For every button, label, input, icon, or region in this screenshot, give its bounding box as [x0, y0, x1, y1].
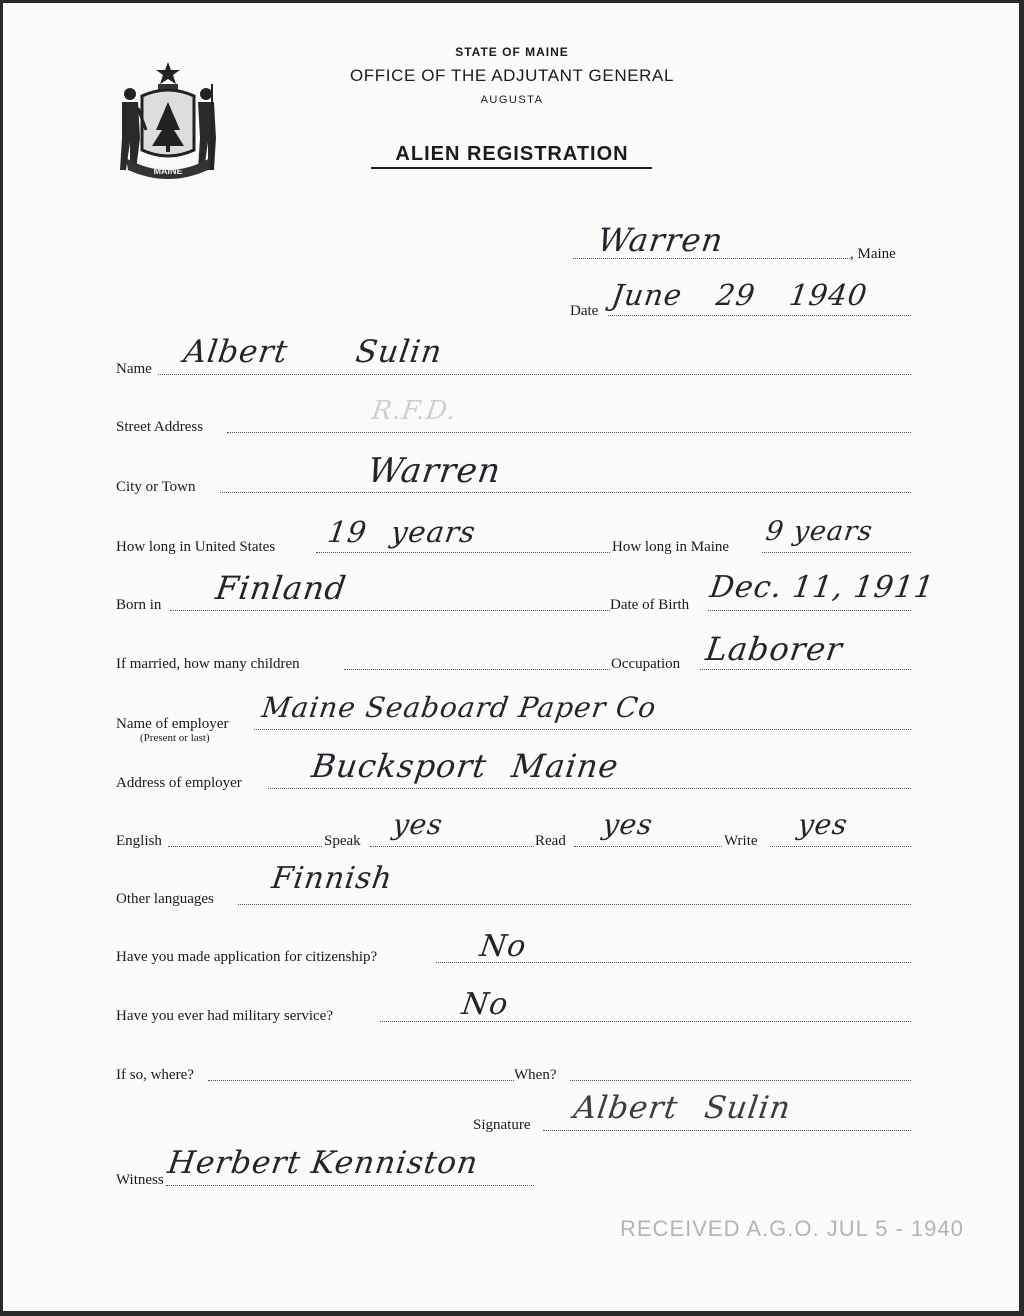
- english-line: [168, 846, 322, 847]
- speak-value: yes: [390, 808, 446, 841]
- military-value: No: [459, 987, 511, 1022]
- seal-ribbon-text: MAINE: [153, 166, 183, 176]
- city-heading: AUGUSTA: [480, 94, 544, 106]
- born-value: Finland: [213, 569, 350, 607]
- speak-line: [370, 846, 534, 847]
- where-line: [208, 1080, 514, 1081]
- witness-label: Witness: [116, 1172, 164, 1188]
- name-label: Name: [116, 361, 152, 377]
- write-value: yes: [795, 808, 851, 841]
- place-suffix: , Maine: [850, 246, 896, 262]
- write-line: [770, 846, 911, 847]
- us-years-value: 19 years: [325, 515, 479, 549]
- children-line: [344, 669, 610, 670]
- dob-line: [708, 610, 911, 611]
- title-underline: [371, 167, 652, 169]
- office-heading: OFFICE OF THE ADJUTANT GENERAL: [349, 66, 675, 85]
- citizenship-label: Have you made application for citizenship?: [116, 949, 378, 965]
- other-languages-label: Other languages: [116, 891, 214, 907]
- us-years-label: How long in United States: [116, 539, 276, 555]
- write-label: Write: [724, 833, 758, 849]
- read-value: yes: [600, 808, 656, 841]
- speak-label: Speak: [324, 833, 361, 849]
- maine-years-label: How long in Maine: [612, 539, 730, 555]
- employer-sublabel: (Present or last): [140, 732, 210, 744]
- employer-label: Name of employer: [116, 716, 229, 732]
- born-line: [170, 610, 610, 611]
- occupation-value: Laborer: [703, 630, 846, 668]
- citizenship-value: No: [477, 929, 529, 964]
- employer-address-label: Address of employer: [116, 775, 242, 791]
- city-value: Warren: [365, 451, 504, 491]
- employer-value: Maine Seaboard Paper Co: [259, 691, 659, 724]
- us-years-line: [316, 552, 610, 553]
- street-value: R.F.D.: [369, 396, 459, 426]
- read-line: [574, 846, 722, 847]
- english-label: English: [116, 833, 162, 849]
- name-first: Albert: [181, 334, 291, 370]
- when-line: [570, 1080, 911, 1081]
- employer-address-line: [268, 788, 911, 789]
- employer-line: [254, 729, 911, 730]
- military-label: Have you ever had military service?: [116, 1008, 333, 1024]
- date-value: June 29 1940: [609, 278, 870, 312]
- received-stamp: RECEIVED A.G.O. JUL 5 - 1940: [620, 1216, 964, 1241]
- signature-label: Signature: [473, 1117, 531, 1133]
- when-label: When?: [514, 1067, 557, 1083]
- maine-years-value: 9 years: [763, 516, 876, 547]
- occupation-label: Occupation: [611, 656, 681, 672]
- born-label: Born in: [116, 597, 162, 613]
- read-label: Read: [535, 833, 566, 849]
- other-languages-line: [238, 904, 911, 905]
- witness-value: Herbert Kenniston: [165, 1145, 481, 1181]
- name-last: Sulin: [353, 334, 445, 370]
- signature-value: Albert Sulin: [571, 1090, 794, 1126]
- signature-line: [543, 1130, 911, 1131]
- name-line: [158, 374, 911, 375]
- children-label: If married, how many children: [116, 656, 300, 672]
- where-label: If so, where?: [116, 1067, 194, 1083]
- place-value: Warren: [595, 221, 726, 259]
- street-line: [227, 432, 911, 433]
- form-title: ALIEN REGISTRATION: [395, 143, 629, 165]
- street-label: Street Address: [116, 419, 204, 435]
- city-label: City or Town: [116, 479, 196, 495]
- occupation-line: [700, 669, 911, 670]
- other-languages-value: Finnish: [269, 861, 395, 896]
- dob-label: Date of Birth: [610, 597, 690, 613]
- maine-years-line: [762, 552, 911, 553]
- dob-value: Dec. 11, 1911: [707, 570, 937, 605]
- date-line: [608, 315, 911, 316]
- employer-address-value: Bucksport Maine: [309, 747, 622, 785]
- city-line: [220, 492, 911, 493]
- date-label: Date: [570, 303, 599, 319]
- state-heading: STATE OF MAINE: [455, 45, 569, 59]
- witness-line: [166, 1185, 534, 1186]
